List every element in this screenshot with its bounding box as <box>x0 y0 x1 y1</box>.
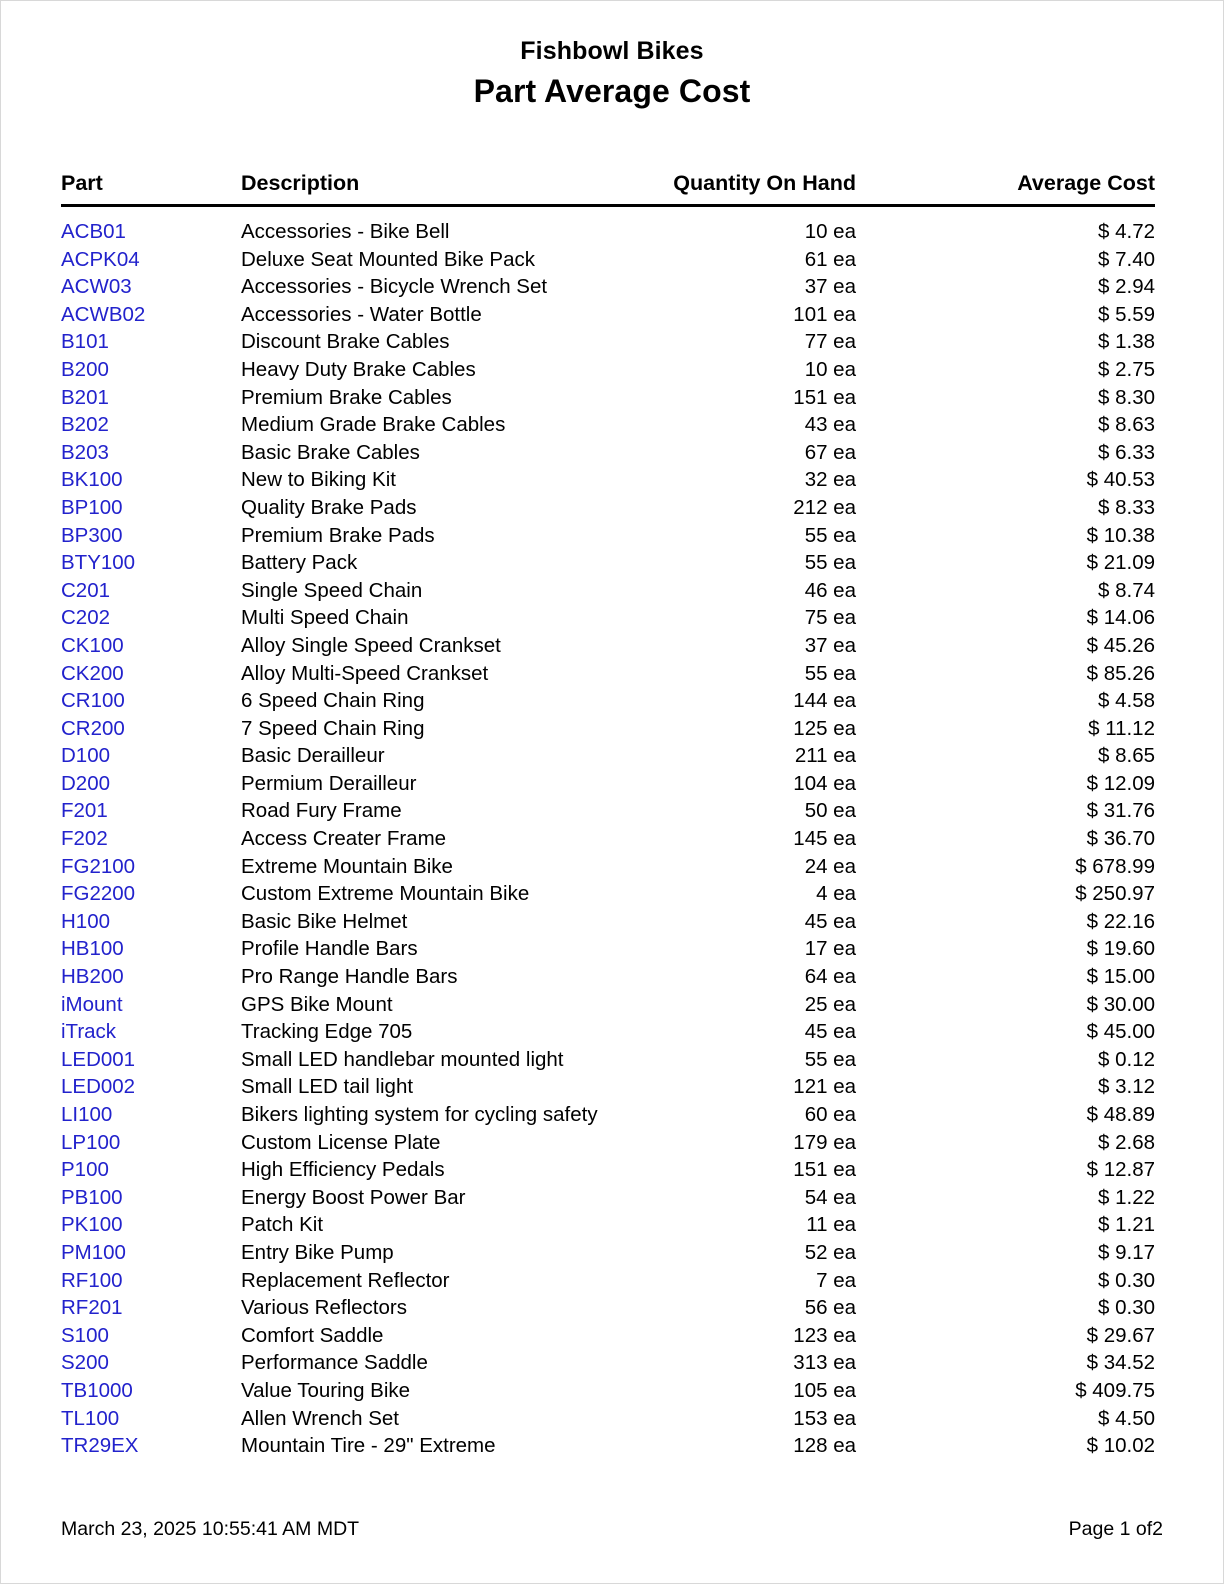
table-row <box>61 687 1155 715</box>
table-row <box>61 1432 1155 1460</box>
part-description: Accessories - Bicycle Wrench Set <box>241 275 548 299</box>
part-description: Allen Wrench Set <box>241 1406 400 1430</box>
average-cost-value: $ 2.68 <box>1098 1130 1155 1154</box>
quantity-on-hand-value: 61 ea <box>804 247 856 271</box>
quantity-on-hand-value: 50 ea <box>804 799 856 823</box>
report-footer <box>61 1518 1163 1541</box>
average-cost-value: $ 5.59 <box>1098 302 1155 326</box>
average-cost-value: $ 15.00 <box>1086 965 1155 989</box>
part-description: Single Speed Chain <box>241 578 423 602</box>
table-row <box>61 1156 1155 1184</box>
part-number-link[interactable]: FG2200 <box>61 882 136 906</box>
part-number-link[interactable]: C202 <box>61 606 111 630</box>
quantity-on-hand-value: 46 ea <box>804 578 856 602</box>
table-row <box>61 991 1155 1019</box>
part-description: Premium Brake Pads <box>241 523 435 547</box>
average-cost-value: $ 0.30 <box>1098 1268 1155 1292</box>
part-description: Small LED handlebar mounted light <box>241 1047 564 1071</box>
quantity-on-hand-value: 45 ea <box>804 909 856 933</box>
table-body <box>61 206 1155 1460</box>
average-cost-value: $ 10.02 <box>1086 1434 1155 1458</box>
quantity-on-hand-value: 104 ea <box>793 771 856 795</box>
table-row <box>61 301 1155 329</box>
part-number-link[interactable]: iMount <box>61 992 123 1016</box>
average-cost-value: $ 6.33 <box>1098 440 1155 464</box>
quantity-on-hand-value: 212 ea <box>793 495 856 519</box>
table-header-row <box>61 171 1155 206</box>
part-number-link[interactable]: S200 <box>61 1351 109 1375</box>
part-description: Heavy Duty Brake Cables <box>241 357 476 381</box>
table-row <box>61 742 1155 770</box>
average-cost-value: $ 12.09 <box>1086 771 1155 795</box>
quantity-on-hand-value: 77 ea <box>804 330 856 354</box>
part-description: Comfort Saddle <box>241 1323 384 1347</box>
quantity-on-hand-value: 145 ea <box>793 827 856 851</box>
quantity-on-hand-value: 153 ea <box>793 1406 856 1430</box>
average-cost-value: $ 12.87 <box>1086 1158 1155 1182</box>
footer-page-number: Page 1 of2 <box>1068 1518 1163 1540</box>
quantity-on-hand-value: 55 ea <box>804 551 856 575</box>
part-number-link[interactable]: ACW03 <box>61 275 132 299</box>
average-cost-value: $ 1.21 <box>1098 1213 1155 1237</box>
quantity-on-hand-value: 67 ea <box>804 440 856 464</box>
table-row <box>61 522 1155 550</box>
table-row <box>61 1184 1155 1212</box>
part-description: Pro Range Handle Bars <box>241 965 458 989</box>
table-row <box>61 935 1155 963</box>
part-number-link[interactable]: ACWB02 <box>61 302 146 326</box>
part-number-link[interactable]: ACB01 <box>61 220 126 243</box>
average-cost-value: $ 2.75 <box>1098 357 1155 381</box>
table-row <box>61 770 1155 798</box>
part-number-link[interactable]: C201 <box>61 578 111 602</box>
part-number-link[interactable]: ACPK04 <box>61 247 140 271</box>
quantity-on-hand-value: 55 ea <box>804 1047 856 1071</box>
part-description: Custom Extreme Mountain Bike <box>241 882 530 906</box>
average-cost-value: $ 8.30 <box>1098 385 1155 409</box>
part-number-link[interactable]: B101 <box>61 330 109 354</box>
quantity-on-hand-value: 121 ea <box>793 1075 856 1099</box>
quantity-on-hand-value: 54 ea <box>804 1185 856 1209</box>
average-cost-value: $ 11.12 <box>1088 716 1155 740</box>
quantity-on-hand-value: 25 ea <box>804 992 856 1016</box>
quantity-on-hand-value: 43 ea <box>804 413 856 437</box>
part-description: Road Fury Frame <box>241 799 402 823</box>
table-row <box>61 853 1155 881</box>
table-row <box>61 1349 1155 1377</box>
part-description: Replacement Reflector <box>241 1268 450 1292</box>
part-description: Entry Bike Pump <box>241 1240 394 1264</box>
table-row <box>61 1046 1155 1074</box>
part-number-link[interactable]: PM100 <box>61 1240 126 1264</box>
table-row <box>61 494 1155 522</box>
part-description: Various Reflectors <box>241 1296 407 1320</box>
page-title: Part Average Cost <box>473 72 751 109</box>
average-cost-value: $ 10.38 <box>1086 523 1155 547</box>
average-cost-value: $ 250.97 <box>1075 882 1155 906</box>
part-number-link[interactable]: BK100 <box>61 468 123 492</box>
quantity-on-hand-value: 128 ea <box>793 1434 856 1458</box>
table-row <box>61 356 1155 384</box>
table-row <box>61 1211 1155 1239</box>
part-number-link[interactable]: BTY100 <box>61 551 136 575</box>
part-description: Basic Brake Cables <box>241 440 420 464</box>
part-number-link[interactable]: CR100 <box>61 689 125 713</box>
average-cost-value: $ 21.09 <box>1086 551 1155 575</box>
part-number-link[interactable]: TL100 <box>61 1406 120 1430</box>
quantity-on-hand-value: 55 ea <box>804 523 856 547</box>
quantity-on-hand-value: 64 ea <box>804 965 856 989</box>
part-description: Value Touring Bike <box>241 1378 411 1402</box>
average-cost-value: $ 8.33 <box>1098 495 1155 519</box>
part-number-link[interactable]: PK100 <box>61 1213 123 1237</box>
table-row <box>61 1377 1155 1405</box>
quantity-on-hand-value: 101 ea <box>793 302 856 326</box>
average-cost-value: $ 48.89 <box>1086 1103 1155 1126</box>
table-row <box>61 797 1155 825</box>
quantity-on-hand-value: 10 ea <box>804 220 856 243</box>
table-row <box>61 1405 1155 1433</box>
average-cost-value: $ 0.12 <box>1098 1047 1155 1071</box>
part-description: Patch Kit <box>241 1213 324 1237</box>
table-row <box>61 206 1155 246</box>
part-description: Access Creater Frame <box>241 827 447 851</box>
part-number-link[interactable]: CR200 <box>61 716 125 740</box>
average-cost-value: $ 45.00 <box>1086 1020 1155 1044</box>
part-description: Medium Grade Brake Cables <box>241 413 506 437</box>
quantity-on-hand-value: 52 ea <box>804 1240 856 1264</box>
quantity-on-hand-value: 32 ea <box>804 468 856 492</box>
quantity-on-hand-value: 211 ea <box>794 744 856 768</box>
average-cost-value: $ 85.26 <box>1086 661 1155 685</box>
average-cost-value: $ 4.50 <box>1098 1406 1155 1430</box>
quantity-on-hand-value: 56 ea <box>804 1296 856 1320</box>
quantity-on-hand-value: 144 ea <box>793 689 856 713</box>
table-row <box>61 1239 1155 1267</box>
part-description: Bikers lighting system for cycling safety <box>241 1103 598 1126</box>
part-number-link[interactable]: LP100 <box>61 1130 121 1154</box>
part-description: New to Biking Kit <box>241 468 396 492</box>
average-cost-value: $ 19.60 <box>1086 937 1155 961</box>
average-cost-value: $ 14.06 <box>1086 606 1155 630</box>
part-number-link[interactable]: CK200 <box>61 661 124 685</box>
part-description: Alloy Single Speed Crankset <box>241 633 501 657</box>
table-row <box>61 1073 1155 1101</box>
part-number-link[interactable]: PB100 <box>61 1185 123 1209</box>
table-row <box>61 660 1155 688</box>
average-cost-value: $ 8.63 <box>1098 413 1155 437</box>
part-number-link[interactable]: B200 <box>61 357 109 381</box>
part-description: Basic Bike Helmet <box>241 909 408 933</box>
column-header-description: Description <box>241 171 631 206</box>
part-number-link[interactable]: BP300 <box>61 523 123 547</box>
table-row <box>61 604 1155 632</box>
part-description: Custom License Plate <box>241 1130 441 1154</box>
quantity-on-hand-value: 37 ea <box>804 633 856 657</box>
part-number-link[interactable]: B201 <box>61 385 109 409</box>
part-description: 7 Speed Chain Ring <box>241 716 425 740</box>
table-row <box>61 1267 1155 1295</box>
part-description: Quality Brake Pads <box>241 495 417 519</box>
quantity-on-hand-value: 37 ea <box>804 275 856 299</box>
part-number-link[interactable]: F202 <box>61 827 108 851</box>
table-row <box>61 273 1155 301</box>
part-description: Alloy Multi-Speed Crankset <box>241 661 489 685</box>
report-header <box>1 1 1223 110</box>
part-description: Multi Speed Chain <box>241 606 409 630</box>
part-number-link[interactable]: FG2100 <box>61 854 136 878</box>
part-number-link[interactable]: H100 <box>61 909 111 933</box>
part-description: Extreme Mountain Bike <box>241 854 453 878</box>
quantity-on-hand-value: 105 ea <box>793 1378 856 1402</box>
part-number-link[interactable]: LI100 <box>61 1103 113 1126</box>
quantity-on-hand-value: 123 ea <box>793 1323 856 1347</box>
quantity-on-hand-value: 125 ea <box>793 716 856 740</box>
quantity-on-hand-value: 7 ea <box>816 1268 856 1292</box>
part-number-link[interactable]: S100 <box>61 1323 109 1347</box>
part-description: Small LED tail light <box>241 1075 414 1099</box>
average-cost-value: $ 8.65 <box>1098 744 1155 768</box>
quantity-on-hand-value: 17 ea <box>804 937 856 961</box>
column-header-part: Part <box>61 171 241 206</box>
average-cost-value: $ 45.26 <box>1086 633 1155 657</box>
part-number-link[interactable]: P100 <box>61 1158 109 1182</box>
table-row <box>61 466 1155 494</box>
part-description: Deluxe Seat Mounted Bike Pack <box>241 247 535 271</box>
table-row <box>61 328 1155 356</box>
part-description: 6 Speed Chain Ring <box>241 689 425 713</box>
average-cost-value: $ 36.70 <box>1086 827 1155 851</box>
part-description: Basic Derailleur <box>241 744 385 768</box>
part-number-link[interactable]: LED001 <box>61 1047 136 1071</box>
quantity-on-hand-value: 4 ea <box>816 882 856 906</box>
average-cost-value: $ 3.12 <box>1098 1075 1155 1099</box>
part-number-link[interactable]: D200 <box>61 771 111 795</box>
average-cost-value: $ 31.76 <box>1086 799 1155 823</box>
average-cost-value: $ 678.99 <box>1075 854 1155 878</box>
part-number-link[interactable]: HB100 <box>61 937 124 961</box>
part-number-link[interactable]: TB1000 <box>61 1378 133 1402</box>
part-number-link[interactable]: BP100 <box>61 495 123 519</box>
average-cost-value: $ 1.38 <box>1098 330 1155 354</box>
quantity-on-hand-value: 313 ea <box>793 1351 856 1375</box>
average-cost-value: $ 8.74 <box>1098 578 1155 602</box>
table-row <box>61 1018 1155 1046</box>
quantity-on-hand-value: 55 ea <box>804 661 856 685</box>
part-description: Energy Boost Power Bar <box>241 1185 466 1209</box>
part-number-link[interactable]: B202 <box>61 413 109 437</box>
part-description: Battery Pack <box>241 551 358 575</box>
average-cost-value: $ 409.75 <box>1075 1378 1155 1402</box>
table-row <box>61 439 1155 467</box>
table-row <box>61 632 1155 660</box>
table-row <box>61 384 1155 412</box>
table-row <box>61 715 1155 743</box>
average-cost-value: $ 29.67 <box>1086 1323 1155 1347</box>
part-number-link[interactable]: F201 <box>61 799 108 823</box>
part-description: Performance Saddle <box>241 1351 428 1375</box>
average-cost-value: $ 1.22 <box>1098 1185 1155 1209</box>
part-number-link[interactable]: LED002 <box>61 1075 136 1099</box>
table-row <box>61 411 1155 439</box>
average-cost-value: $ 4.72 <box>1098 220 1155 243</box>
table-row <box>61 825 1155 853</box>
average-cost-value: $ 22.16 <box>1086 909 1155 933</box>
part-number-link[interactable]: RF201 <box>61 1296 123 1320</box>
quantity-on-hand-value: 10 ea <box>804 357 856 381</box>
company-name: Fishbowl Bikes <box>520 37 704 65</box>
quantity-on-hand-value: 11 ea <box>806 1213 856 1237</box>
quantity-on-hand-value: 24 ea <box>804 854 856 878</box>
quantity-on-hand-value: 60 ea <box>804 1103 856 1126</box>
table-row <box>61 1294 1155 1322</box>
average-cost-value: $ 4.58 <box>1098 689 1155 713</box>
part-description: Discount Brake Cables <box>241 330 450 354</box>
average-cost-value: $ 2.94 <box>1098 275 1155 299</box>
report-table-container <box>61 171 1155 1460</box>
average-cost-value: $ 34.52 <box>1086 1351 1155 1375</box>
quantity-on-hand-value: 179 ea <box>793 1130 856 1154</box>
average-cost-value: $ 40.53 <box>1086 468 1155 492</box>
average-cost-value: $ 30.00 <box>1086 992 1155 1016</box>
table-row <box>61 963 1155 991</box>
part-description: High Efficiency Pedals <box>241 1158 445 1182</box>
table-row <box>61 246 1155 274</box>
part-number-link[interactable]: RF100 <box>61 1268 123 1292</box>
quantity-on-hand-value: 151 ea <box>793 1158 856 1182</box>
table-row <box>61 880 1155 908</box>
average-cost-value: $ 7.40 <box>1098 247 1155 271</box>
part-number-link[interactable]: HB200 <box>61 965 124 989</box>
part-average-cost-table <box>61 171 1155 1460</box>
table-row <box>61 1101 1155 1129</box>
part-description: Tracking Edge 705 <box>241 1020 413 1044</box>
table-row <box>61 549 1155 577</box>
column-header-quantity-on-hand: Quantity On Hand <box>631 171 856 206</box>
part-description: Premium Brake Cables <box>241 385 452 409</box>
part-number-link[interactable]: CK100 <box>61 633 124 657</box>
table-row <box>61 577 1155 605</box>
quantity-on-hand-value: 45 ea <box>804 1020 856 1044</box>
quantity-on-hand-value: 151 ea <box>793 385 856 409</box>
quantity-on-hand-value: 75 ea <box>804 606 856 630</box>
table-row <box>61 1129 1155 1157</box>
part-description: Profile Handle Bars <box>241 937 418 961</box>
average-cost-value: $ 9.17 <box>1098 1240 1155 1264</box>
part-description: GPS Bike Mount <box>241 992 393 1016</box>
part-number-link[interactable]: iTrack <box>61 1020 117 1044</box>
part-description: Accessories - Water Bottle <box>241 302 482 326</box>
part-description: Accessories - Bike Bell <box>241 220 450 243</box>
part-number-link[interactable]: TR29EX <box>61 1434 139 1458</box>
column-header-average-cost: Average Cost <box>856 171 1155 206</box>
part-number-link[interactable]: B203 <box>61 440 109 464</box>
footer-timestamp: March 23, 2025 10:55:41 AM MDT <box>61 1518 360 1540</box>
average-cost-value: $ 0.30 <box>1098 1296 1155 1320</box>
table-row <box>61 908 1155 936</box>
table-row <box>61 1322 1155 1350</box>
part-number-link[interactable]: D100 <box>61 744 111 768</box>
part-description: Permium Derailleur <box>241 771 417 795</box>
part-description: Mountain Tire - 29" Extreme <box>241 1434 496 1458</box>
